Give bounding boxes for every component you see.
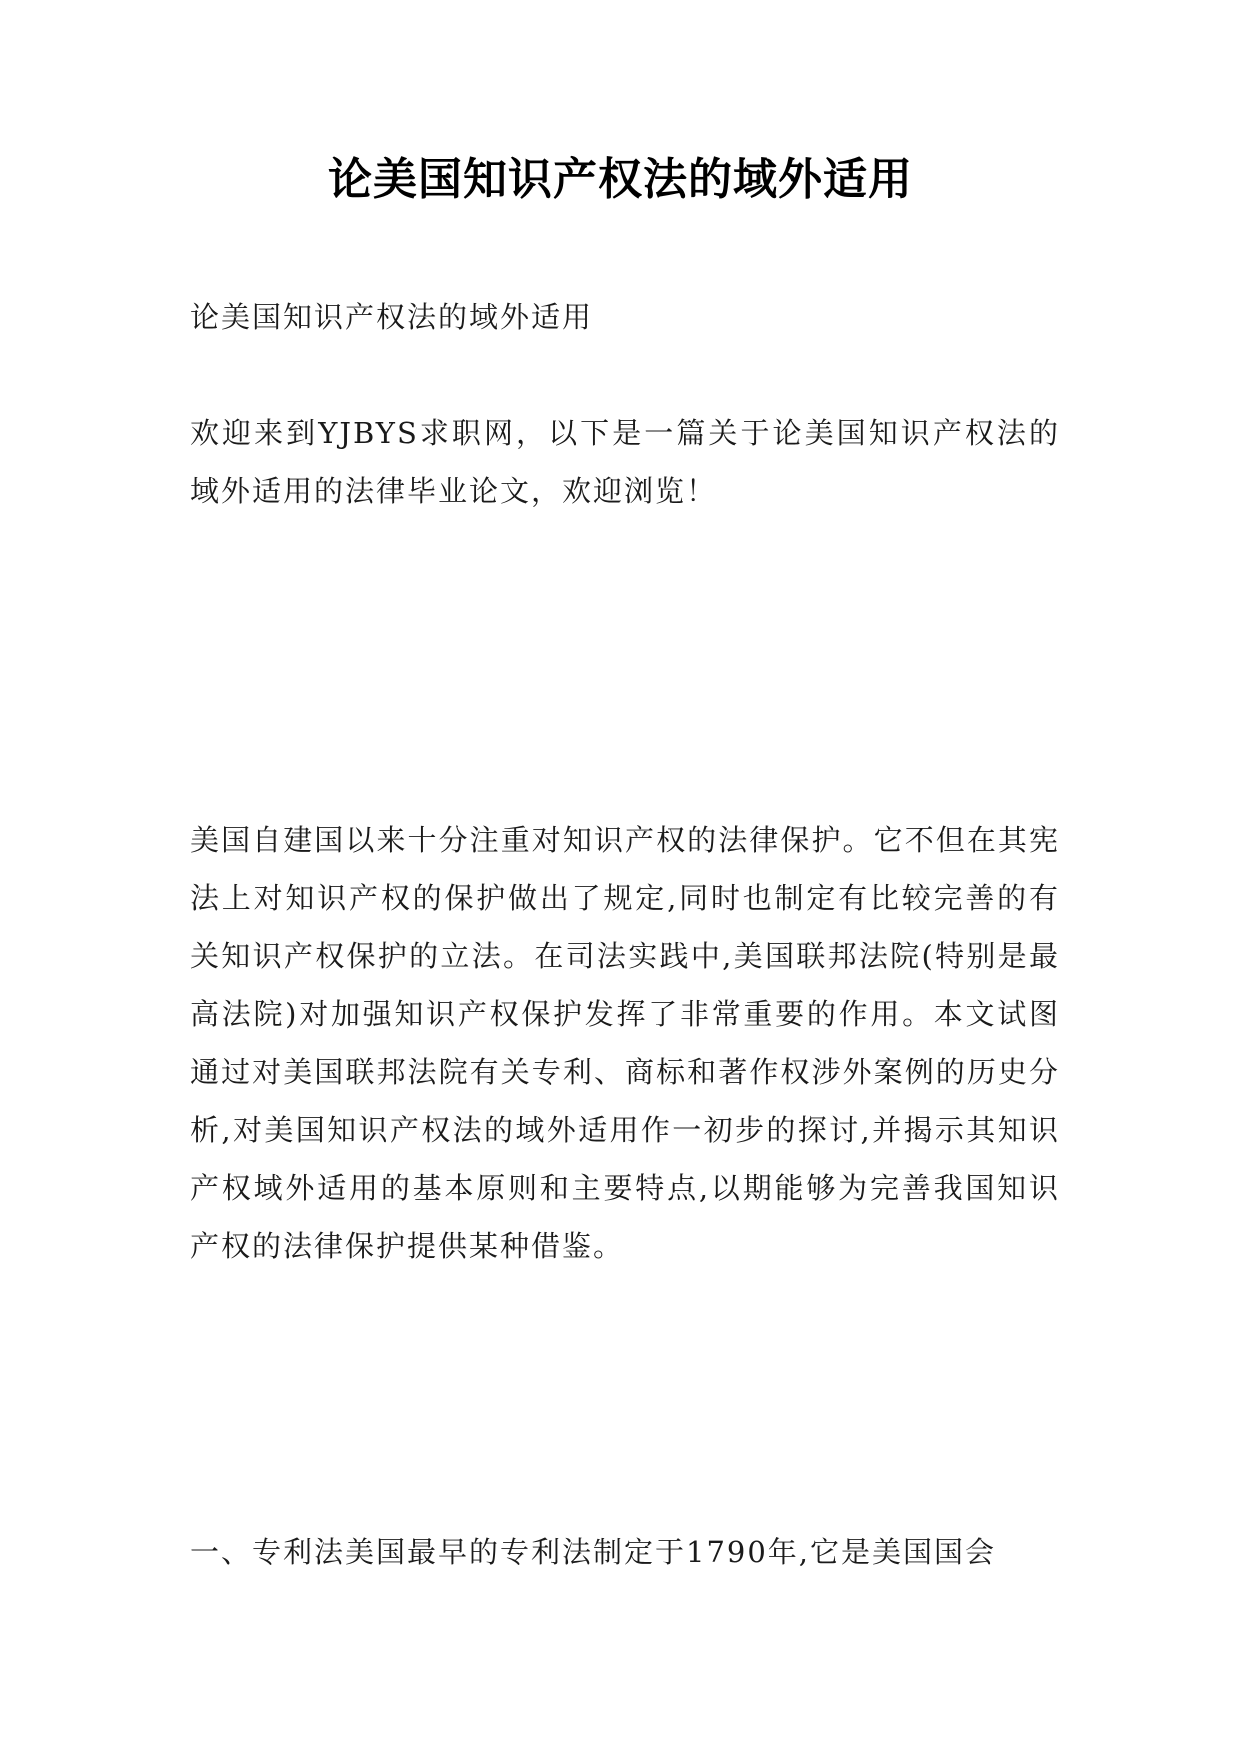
- section-one-paragraph: 一、专利法美国最早的专利法制定于1790年,它是美国国会: [190, 1535, 997, 1569]
- subtitle-paragraph: 论美国知识产权法的域外适用: [190, 300, 594, 334]
- abstract-paragraph: 美国自建国以来十分注重对知识产权的法律保护。它不但在其宪法上对知识产权的保护做出了规定,同时也制定有比较完善的有关知识产权保护的立法。在司法实践中,美国联邦法院(特别是最高法院)对加强知识产权保护发挥了非常重要的作用。本文试图通过对美国联邦法院有关专利、商标和著作权涉外案例的历史分析,对美国知识产权法的域外适用作一初步的探讨,并揭示其知识产权域外适用的基本原则和主要特点,以期能够为完善我国知识产权的法律保护提供某种借鉴。: [190, 823, 1060, 1263]
- intro-paragraph: 欢迎来到YJBYS求职网，以下是一篇关于论美国知识产权法的域外适用的法律毕业论文，欢迎浏览！: [190, 416, 1060, 508]
- document-title: 论美国知识产权法的域外适用: [328, 154, 913, 205]
